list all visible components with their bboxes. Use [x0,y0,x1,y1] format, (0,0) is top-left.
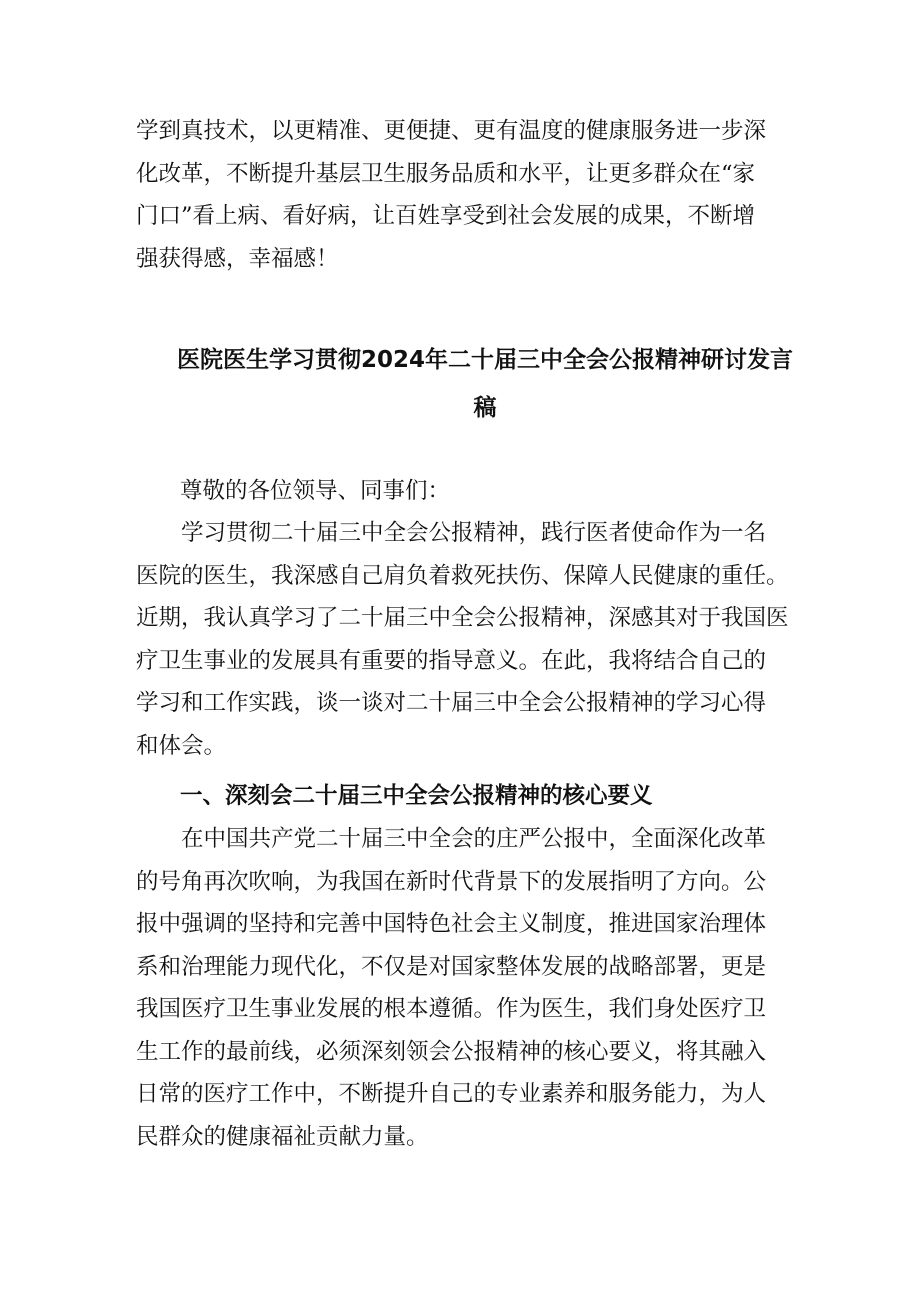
text-line: 学习贯彻二十届三中全会公报精神，践行医者使命作为一名 [181,520,767,546]
paragraph-section1 [136,818,790,1158]
text-line: 生工作的最前线，必须深刻领会公报精神的核心要义，将其融入 [136,1038,767,1065]
text-line: 在中国共产党二十届三中全会的庄严公报中，全面深化改革 [181,826,767,852]
text-line: 民群众的健康福祉贡献力量。 [136,1123,429,1150]
title-line: 稿 [473,395,497,421]
document-title [150,336,820,432]
text-line: 的号角再次吹响，为我国在新时代背景下的发展指明了方向。公 [136,868,767,895]
title-line: 医院医生学习贯彻2024年二十届三中全会公报精神研讨发言 [176,347,793,373]
text-line: 学到真技术，以更精准、更便捷、更有温度的健康服务进一步深 [136,118,767,144]
text-line: 强获得感，幸福感！ [136,245,339,272]
paragraph-intro [136,512,790,767]
salutation: 尊敬的各位领导、同事们： [180,478,451,504]
continuation-paragraph [136,110,790,280]
text-line: 报中强调的坚持和完善中国特色社会主义制度，推进国家治理体 [136,911,767,937]
section-heading: 一、深刻会二十届三中全会公报精神的核心要义 [180,783,653,809]
text-line: 化改革，不断提升基层卫生服务品质和水平，让更多群众在“家 [136,160,756,187]
text-line: 近期，我认真学习了二十届三中全会公报精神，深感其对于我国医 [136,605,789,631]
text-line: 门口”看上病、看好病，让百姓享受到社会发展的成果，不断增 [136,203,756,229]
text-line: 学习和工作实践，谈一谈对二十届三中全会公报精神的学习心得 [136,690,767,716]
text-line: 日常的医疗工作中，不断提升自己的专业素养和服务能力，为人 [136,1081,767,1107]
text-line: 医院的医生，我深感自己肩负着救死扶伤、保障人民健康的重任。 [136,562,789,589]
text-line: 我国医疗卫生事业发展的根本遵循。作为医生，我们身处医疗卫 [136,996,767,1022]
text-line: 和体会。 [136,732,227,759]
text-line: 疗卫生事业的发展具有重要的指导意义。在此，我将结合自己的 [136,647,767,674]
text-line: 系和治理能力现代化，不仅是对国家整体发展的战略部署，更是 [136,953,767,980]
